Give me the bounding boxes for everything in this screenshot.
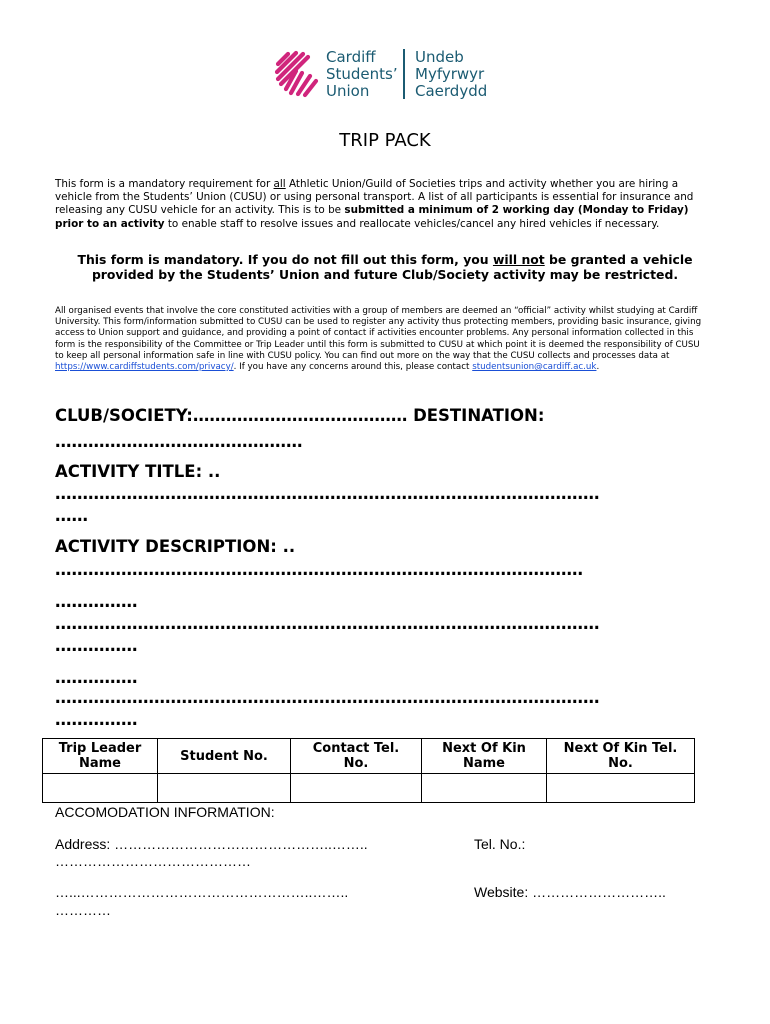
- cell-trip-leader-name[interactable]: [43, 774, 158, 803]
- activity-description-field[interactable]: ACTIVITY DESCRIPTION: ..: [55, 537, 296, 556]
- desc-dots-line[interactable]: ……………: [55, 592, 138, 611]
- email-link[interactable]: studentsunion@cardiff.ac.uk: [472, 362, 597, 373]
- privacy-link[interactable]: https://www.cardiffstudents.com/privacy/: [55, 362, 234, 373]
- desc-dots-line[interactable]: ……………: [55, 636, 138, 655]
- trip-leader-table: [42, 738, 695, 803]
- mandatory-underlined: will not: [492, 252, 545, 267]
- header-text: Student No.: [180, 748, 268, 764]
- header-next-of-kin-name: [422, 739, 547, 774]
- intro-text: Athletic Union/Guild of Societies trips and activity whether you are hiring a vehicle from the Students’ Union (CUSU) or using personal transport. A list of all participants is essential for insurance and releasing any CUSU vehicle for an activity. This is to be: [55, 178, 694, 217]
- header-text: Contact Tel.: [312, 741, 400, 756]
- intro-underlined: all: [273, 178, 286, 190]
- website-field[interactable]: Website: ………………………..: [474, 884, 666, 900]
- mandatory-text: be granted a vehicle provided by the Students’ Union and future Club/Society activity may be restricted.: [91, 252, 693, 282]
- cell-next-of-kin-name[interactable]: [422, 774, 547, 803]
- intro-paragraph: [55, 178, 705, 231]
- header-text: No.: [608, 756, 633, 771]
- logo-en-line: Cardiff: [326, 48, 376, 66]
- header-text: No.: [343, 756, 369, 771]
- address-line-3[interactable]: …...…………………………………………..……..: [55, 884, 349, 900]
- logo-cy-line: Caerdydd: [415, 82, 488, 100]
- header-student-no: [158, 739, 291, 774]
- club-dots-line[interactable]: ………………………………………: [55, 432, 303, 451]
- intro-text: This form is a mandatory requirement for: [55, 178, 274, 190]
- header-text: Trip Leader: [58, 741, 142, 756]
- privacy-paragraph: [55, 306, 705, 373]
- privacy-text: . If you have any concerns around this, please contact: [233, 362, 473, 373]
- title-dots-line[interactable]: ……: [55, 506, 88, 525]
- title-dots-line[interactable]: ………………………………………………………………………………………: [55, 484, 600, 503]
- logo-divider: [403, 49, 405, 99]
- logo-en-line: Union: [326, 82, 370, 100]
- address-dots-line[interactable]: ……………………………………: [55, 853, 251, 869]
- cell-student-no[interactable]: [158, 774, 291, 803]
- header-next-of-kin-tel: [547, 739, 695, 774]
- desc-dots-line[interactable]: ……………: [55, 710, 138, 729]
- logo-en-line: Students’: [326, 65, 398, 83]
- header-trip-leader-name: [43, 739, 158, 774]
- cell-contact-tel[interactable]: [291, 774, 422, 803]
- logo-welsh-text: [415, 49, 487, 100]
- desc-dots-line[interactable]: ………………………………………………………………………………………: [55, 688, 600, 707]
- cusu-logo-mark-icon: [272, 48, 322, 98]
- logo-english-text: [326, 49, 398, 100]
- cell-next-of-kin-tel[interactable]: [547, 774, 695, 803]
- header-contact-tel: [291, 739, 422, 774]
- header-text: Next Of Kin: [442, 741, 526, 756]
- mandatory-notice: [55, 252, 715, 282]
- mandatory-text: This form is mandatory. If you do not fill out this form, you: [77, 252, 493, 267]
- privacy-text: .: [596, 362, 600, 373]
- desc-dots-line[interactable]: ………………………………………………………………………………………: [55, 614, 600, 633]
- desc-dots-line[interactable]: ……………: [55, 668, 138, 687]
- address-line-3b[interactable]: …………: [55, 902, 111, 918]
- logo-cy-line: Undeb: [415, 48, 464, 66]
- header-text: Name: [78, 756, 121, 771]
- intro-text: to enable staff to resolve issues and reallocate vehicles/cancel any hired vehicles if necessary.: [164, 217, 660, 230]
- header-text: Next Of Kin Tel.: [563, 741, 678, 756]
- club-destination-field[interactable]: CLUB/SOCIETY:………………………………… DESTINATION:: [55, 406, 545, 425]
- activity-title-field[interactable]: ACTIVITY TITLE: ..: [55, 462, 221, 481]
- privacy-text: All organised events that involve the core constituted activities with a group of members are deemed an “official” activity whilst studying at Cardiff University. This form/information submitted to CUSU can be used to register any activity thus protecting members, providing basic insurance, giving access to Union support and guidance, and providing a point of contact if activities encounter problems. Any personal information collected in this form is the responsibility of the Committee or Trip Leader until this form is submitted to CUSU at which point it is deemed the responsibility of CUSU to keep all personal information safe in line with CUSU policy. You can find out more on the way that the CUSU collects and processes data at: [55, 306, 702, 361]
- logo-cy-line: Myfyrwyr: [415, 65, 485, 83]
- address-field[interactable]: Address: ………………………………………..……..: [55, 836, 368, 852]
- page-title: TRIP PACK: [339, 130, 431, 151]
- table-row: [43, 774, 695, 803]
- table-header-row: [43, 739, 695, 774]
- desc-dots-line[interactable]: ……………………………………………………………………………………: [55, 560, 583, 579]
- header-text: Name: [462, 756, 505, 771]
- cusu-logo: [272, 46, 502, 104]
- accommodation-heading: ACCOMODATION INFORMATION:: [55, 804, 275, 820]
- intro-bold: submitted a minimum of 2 working day (Monday to Friday) prior to an activity: [55, 204, 689, 230]
- tel-field[interactable]: Tel. No.:: [474, 836, 526, 852]
